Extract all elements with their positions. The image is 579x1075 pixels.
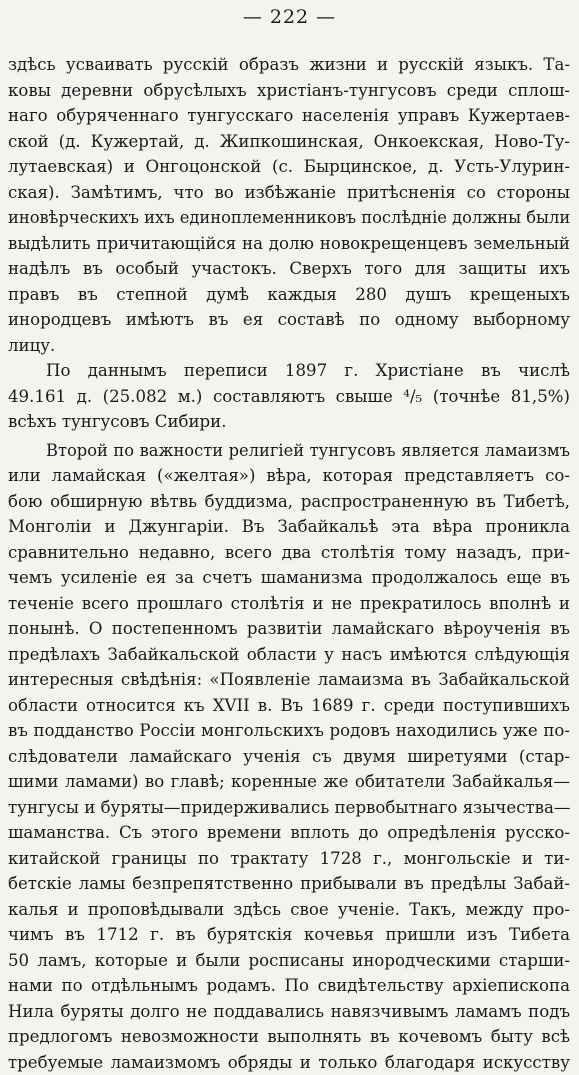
text-line: лицу. [8,333,570,359]
text-line: теченіе всего прошлаго столѣтія и не прекратилось вполнѣ и [8,591,570,617]
text-line: ская). Замѣтимъ, что во избѣжаніе притѣсненія со стороны [8,180,570,206]
text-line: сравнительно недавно, всего два столѣтія тому назадъ, при- [8,540,570,566]
text-line: ковы деревни обрусѣлыхъ христіанъ-тунгусовъ среди сплош- [8,78,570,104]
text-line: слѣдователи ламайскаго ученія съ двумя ширетуями (стар- [8,744,570,770]
text-line: инородцевъ имѣютъ въ ея составѣ по одному выборному [8,307,570,333]
text-line: или ламайская («желтая») вѣра, которая представляетъ со- [8,463,570,489]
text-line: предѣлахъ Забайкальской области у насъ имѣются слѣдующія [8,642,570,668]
text-line: лутаевская) и Онгоцонской (с. Бырцинское, д. Усть-Улурин- [8,154,570,180]
text-line: китайской границы по трактату 1728 г., монгольскіе и ти- [8,846,570,872]
text-line: предлогомъ невозможности выполнять въ кочевомъ быту всѣ [8,1024,570,1050]
text-line: интересныя свѣдѣнія: «Появленіе ламаизма въ Забайкальской [8,667,570,693]
text-line: правъ въ степной думѣ каждыя 280 душъ крещеныхъ [8,282,570,308]
text-line: тунгусы и буряты—придерживались первобытнаго язычества— [8,795,570,821]
text-line: наго обуряченнаго тунгусскаго населенія управъ Кужертаев- [8,103,570,129]
paragraph-1 [8,52,570,358]
text-line: Нила буряты долго не поддавались навязчивымъ ламамъ подъ [8,999,570,1025]
body-text [8,52,570,1075]
text-line: здѣсь усваивать русскій образъ жизни и русскій языкъ. Та- [8,52,570,78]
text-line: Второй по важности религіей тунгусовъ является ламаизмъ [8,438,570,464]
text-line: всѣхъ тунгусовъ Сибири. [8,409,570,435]
text-line: понынѣ. О постепенномъ развитіи ламайскаго вѣроученія въ [8,616,570,642]
text-line: 49.161 д. (25.082 м.) составляютъ свыше ⁴/₅ (точнѣе 81,5%) [8,384,570,410]
text-line: надѣлъ въ особый участокъ. Сверхъ того для защиты ихъ [8,256,570,282]
text-line: ской (д. Кужертай, д. Жипкошинская, Онкоекская, Ново-Ту- [8,129,570,155]
paragraph-3 [8,438,570,1075]
text-line: выдѣлить причитающійся на долю новокрещенцевъ земельный [8,231,570,257]
text-line: въ подданство Россіи монгольскихъ родовъ находились уже по- [8,718,570,744]
text-line: требуемые ламаизмомъ обряды и только благодаря искусству [8,1050,570,1075]
text-line: шаманства. Съ этого времени вплоть до опредѣленія русско- [8,820,570,846]
text-line: Монголіи и Джунгаріи. Въ Забайкальѣ эта вѣра проникла [8,514,570,540]
text-line: чимъ въ 1712 г. въ бурятскія кочевья пришли изъ Тибета [8,922,570,948]
text-line: иновѣрческихъ ихъ единоплеменниковъ послѣдніе должны были [8,205,570,231]
text-line: По даннымъ переписи 1897 г. Христіане въ числѣ [8,358,570,384]
text-line: калья и проповѣдывали здѣсь свое ученіе. Такъ, между про- [8,897,570,923]
text-line: шими ламами) во главѣ; коренные же обитатели Забайкалья— [8,769,570,795]
page-number: — 222 — [0,6,579,28]
text-line: чемъ усиленіе ея за счетъ шаманизма продолжалось еще въ [8,565,570,591]
paragraph-2 [8,358,570,435]
text-line: 50 ламъ, которые и были росписаны инородческими старши- [8,948,570,974]
text-line: нами по отдѣльнымъ родамъ. По свидѣтельству архіепископа [8,973,570,999]
text-line: области относится къ XVII в. Въ 1689 г. среди поступившихъ [8,693,570,719]
text-line: бою обширную вѣтвь буддизма, распространенную въ Тибетѣ, [8,489,570,515]
text-line: бетскіе ламы безпрепятственно прибывали въ предѣлы Забай- [8,871,570,897]
